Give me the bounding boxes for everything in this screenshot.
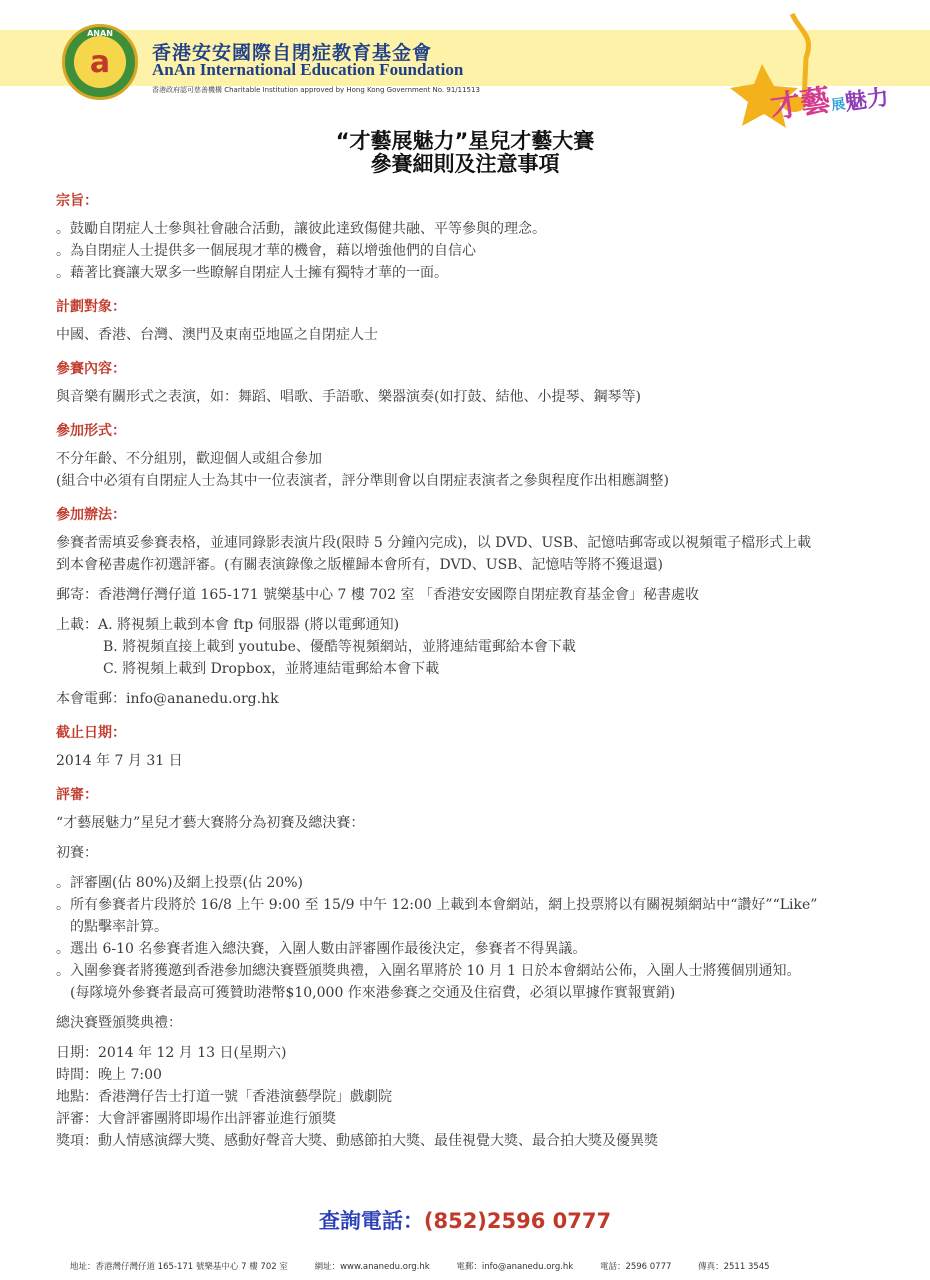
purpose-item: 。為自閉症人士提供多一個展現才華的機會，藉以增強他們的自信心 xyxy=(56,243,476,259)
final-detail: 評審：大會評審團將即場作出評審並進行頒獎 xyxy=(56,1111,336,1127)
svg-text:魅力: 魅力 xyxy=(843,85,891,116)
final-label: 總決賽暨頒獎典禮： xyxy=(56,1015,182,1031)
section-judging xyxy=(56,784,886,1152)
purpose-item: 。鼓勵自閉症人士參與社會融合活動，讓彼此達致傷健共融、平等參與的理念。 xyxy=(56,221,546,237)
prelim-item: (每隊境外參賽者最高可獲贊助港幣$10,000 作來港參賽之交通及住宿費，必須以單據作實報實銷) xyxy=(70,985,676,1001)
svg-text:才藝: 才藝 xyxy=(768,82,833,126)
final-detail: 日期：2014 年 12 月 13 日(星期六) xyxy=(56,1045,287,1061)
footer-website[interactable]: 網址：www.ananedu.org.hk xyxy=(314,1262,430,1272)
final-detail: 地點：香港灣仔告士打道一號「香港演藝學院」戲劇院 xyxy=(56,1089,392,1105)
heading-method: 參加辦法： xyxy=(56,507,126,523)
title-line-1: “才藝展魅力”星兒才藝大賽 xyxy=(335,129,595,153)
title-line-2: 參賽細則及注意事項 xyxy=(370,152,560,176)
method-line: 參賽者需填妥參賽表格，並連同錄影表演片段(限時 5 分鐘內完成)，以 DVD、USB、記憶咭郵寄或以視頻電子檔形式上載 xyxy=(56,535,812,551)
prelim-item: 。評審團(佔 80%)及網上投票(佔 20%) xyxy=(56,875,303,891)
org-name-zh: 香港安安國際自閉症教育基金會 xyxy=(152,42,433,64)
rules-content xyxy=(56,190,886,1152)
judging-intro: “才藝展魅力”星兒才藝大賽將分為初賽及總決賽： xyxy=(56,815,365,831)
format-line: (組合中必須有自閉症人士為其中一位表演者，評分準則會以自閉症表演者之參與程度作出相應調整) xyxy=(56,473,669,489)
footer-email[interactable]: 電郵：info@ananedu.org.hk xyxy=(456,1262,574,1272)
upload-option-a: 上載：A. 將視頻上載到本會 ftp 伺服器 (將以電郵通知) xyxy=(56,617,400,633)
section-purpose xyxy=(56,190,886,284)
footer xyxy=(70,1260,890,1272)
footer-address: 地址：香港灣仔灣仔道 165-171 號樂基中心 7 樓 702 室 xyxy=(70,1262,288,1272)
section-format xyxy=(56,420,886,492)
mail-address: 郵寄：香港灣仔灣仔道 165-171 號樂基中心 7 樓 702 室 「香港安安國際自閉症教育基金會」秘書處收 xyxy=(56,587,699,603)
section-content xyxy=(56,358,886,408)
hotline-label: 查詢電話： xyxy=(318,1209,424,1233)
star-music-logo xyxy=(722,6,902,130)
final-detail: 時間：晚上 7:00 xyxy=(56,1067,162,1083)
prelim-item: 。入圍參賽者將獲邀到香港參加總決賽暨頒獎典禮，入圍名單將於 10 月 1 日於本會網站公佈，入圍人士將獲個別通知。 xyxy=(56,963,801,979)
target-text: 中國、香港、台灣、澳門及東南亞地區之自閉症人士 xyxy=(56,327,378,343)
prelim-item: 。選出 6-10 名參賽者進入總決賽，入圍人數由評審團作最後決定，參賽者不得異議。 xyxy=(56,941,587,957)
heading-target: 計劃對象： xyxy=(56,299,126,315)
heading-format: 參加形式： xyxy=(56,423,126,439)
upload-option-b: B. 將視頻直接上載到 youtube、優酷等視頻網站，並將連結電郵給本會下載 xyxy=(103,639,576,655)
document-title xyxy=(0,130,930,176)
logo-letter: a xyxy=(74,36,126,88)
prelim-item: 的點擊率計算。 xyxy=(70,919,168,935)
enquiry-hotline xyxy=(0,1205,930,1235)
heading-content: 參賽內容： xyxy=(56,361,126,377)
final-detail: 獎項：動人情感演繹大獎、感動好聲音大獎、動感節拍大獎、最佳視覺大獎、最合拍大獎及優異獎 xyxy=(56,1133,658,1149)
hotline-number: (852)2596 0777 xyxy=(423,1209,612,1233)
heading-deadline: 截止日期： xyxy=(56,725,126,741)
section-target xyxy=(56,296,886,346)
upload-option-c: C. 將視頻上載到 Dropbox，並將連結電郵給本會下載 xyxy=(103,661,440,677)
foundation-logo xyxy=(62,24,138,100)
heading-purpose: 宗旨： xyxy=(56,193,98,209)
prelim-item: 。所有參賽者片段將於 16/8 上午 9:00 至 15/9 中午 12:00 上載到本會網站，網上投票將以有關視頻網站中“讚好”“Like” xyxy=(56,897,818,913)
deadline-date: 2014 年 7 月 31 日 xyxy=(56,753,183,769)
section-method xyxy=(56,504,886,710)
format-line: 不分年齡、不分組別，歡迎個人或組合參加 xyxy=(56,451,322,467)
charity-note: 香港政府認可慈善機構 Charitable Institution approved by Hong Kong Government No. 91/11513 xyxy=(152,86,480,94)
method-line: 到本會秘書處作初選評審。(有關表演錄像之版權歸本會所有，DVD、USB、記憶咭等將不獲退還) xyxy=(56,557,663,573)
contact-email: 本會電郵：info@ananedu.org.hk xyxy=(56,691,279,707)
content-text: 與音樂有關形式之表演，如：舞蹈、唱歌、手語歌、樂器演奏(如打鼓、結他、小提琴、鋼琴等) xyxy=(56,389,641,405)
section-deadline xyxy=(56,722,886,772)
svg-text:展: 展 xyxy=(830,96,847,114)
org-name-en: AnAn International Education Foundation xyxy=(152,60,464,79)
footer-phone: 電話：2596 0777 xyxy=(599,1262,672,1272)
purpose-item: 。藉著比賽讓大眾多一些瞭解自閉症人士擁有獨特才華的一面。 xyxy=(56,265,448,281)
heading-judging: 評審： xyxy=(56,787,98,803)
footer-fax: 傳真：2511 3545 xyxy=(698,1262,770,1272)
logo-text: ANAN xyxy=(87,29,113,38)
prelim-label: 初賽： xyxy=(56,845,98,861)
